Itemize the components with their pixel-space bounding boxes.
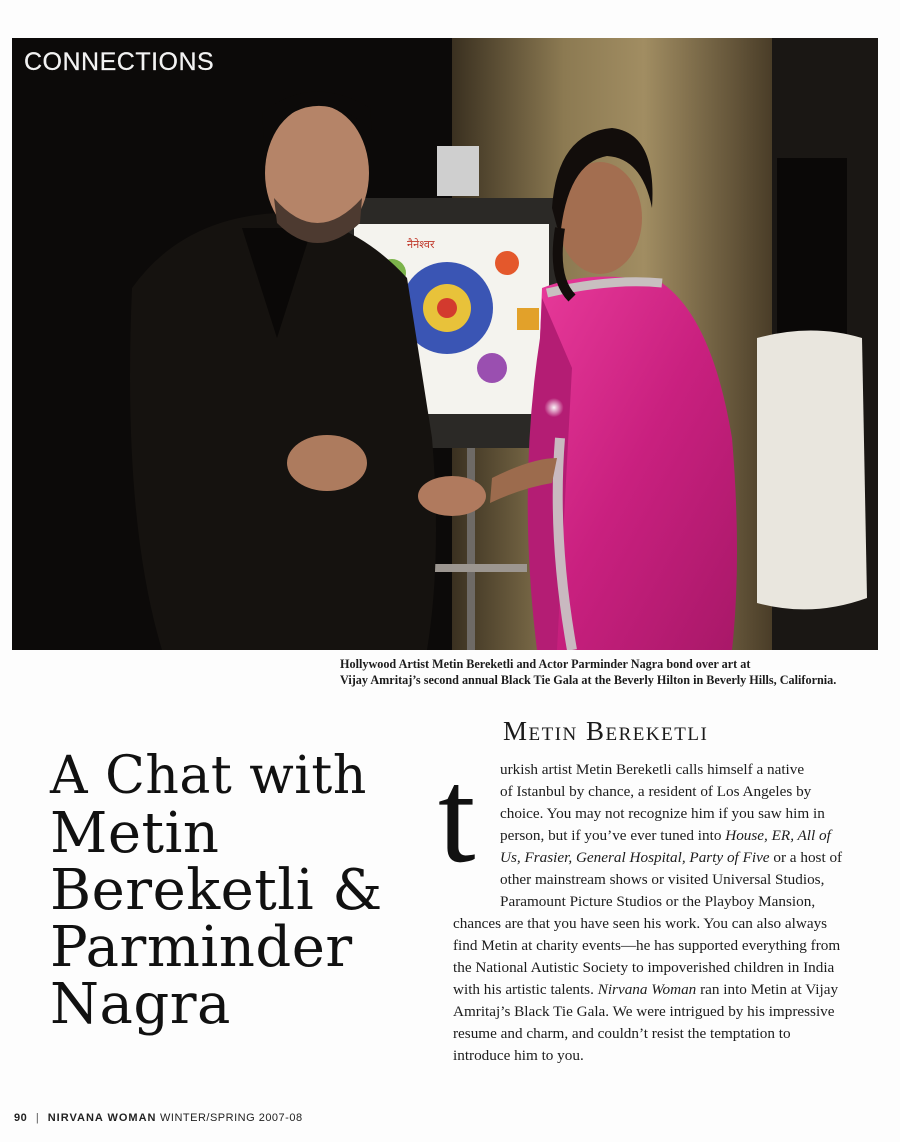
- headline-line: Nagra: [50, 972, 231, 1037]
- body-line: resume and charm, and couldn’t resist the temptation to: [453, 1025, 791, 1042]
- body-line: Amritaj’s Black Tie Gala. We were intrigued by his impressive: [453, 1003, 835, 1020]
- issue-label: WINTER/SPRING 2007-08: [160, 1112, 303, 1124]
- body-line: Us, Frasier, General Hospital, Party of Five or a host of: [500, 849, 843, 866]
- body-line: find Metin at charity events—he has supported everything from: [453, 937, 841, 954]
- headline-line: Metin: [50, 801, 220, 866]
- body-line: chances are that you have seen his work. You can also always: [453, 915, 828, 932]
- article-headline: [50, 746, 430, 1037]
- magazine-name: NIRVANA WOMAN: [47, 1112, 157, 1124]
- headline-line: Parminder: [50, 915, 353, 980]
- byline: Metin Bereketli: [503, 716, 709, 746]
- table-cloth: [757, 331, 867, 610]
- caption-line: Hollywood Artist Metin Bereketli and Actor Parminder Nagra bond over art at: [340, 657, 751, 671]
- easel: [467, 428, 475, 650]
- drop-cap: t: [438, 742, 476, 891]
- body-line: other mainstream shows or visited Universal Studios,: [500, 871, 825, 888]
- handshake: [418, 476, 486, 516]
- photo-caption: [340, 656, 870, 688]
- body-line: with his artistic talents. Nirvana Woman ran into Metin at Vijay: [453, 981, 839, 998]
- photo-illustration: [12, 38, 878, 650]
- painting-text: नैनेश्वर: [407, 238, 435, 251]
- body-line: introduce him to you.: [453, 1047, 584, 1064]
- section-label: CONNECTIONS: [24, 48, 215, 76]
- body-line: the National Autistic Society to impoverished children in India: [453, 959, 835, 976]
- page-footer: [14, 1112, 303, 1124]
- headline-line: Bereketli &: [50, 858, 383, 923]
- footer-separator: |: [35, 1112, 40, 1124]
- body-line: Paramount Picture Studios or the Playboy Mansion,: [500, 893, 816, 910]
- page-number: 90: [14, 1112, 28, 1124]
- feature-photo: [12, 38, 878, 650]
- caption-line: Vijay Amritaj’s second annual Black Tie Gala at the Beverly Hilton in Beverly Hills, California.: [340, 673, 837, 687]
- headline-line: A Chat with: [50, 746, 367, 806]
- body-line: person, but if you’ve ever tuned into House, ER, All of: [500, 827, 831, 844]
- body-line: of Istanbul by chance, a resident of Los Angeles by: [500, 783, 812, 800]
- body-line: urkish artist Metin Bereketli calls himself a native: [500, 761, 805, 778]
- body-line: choice. You may not recognize him if you saw him in: [500, 805, 825, 822]
